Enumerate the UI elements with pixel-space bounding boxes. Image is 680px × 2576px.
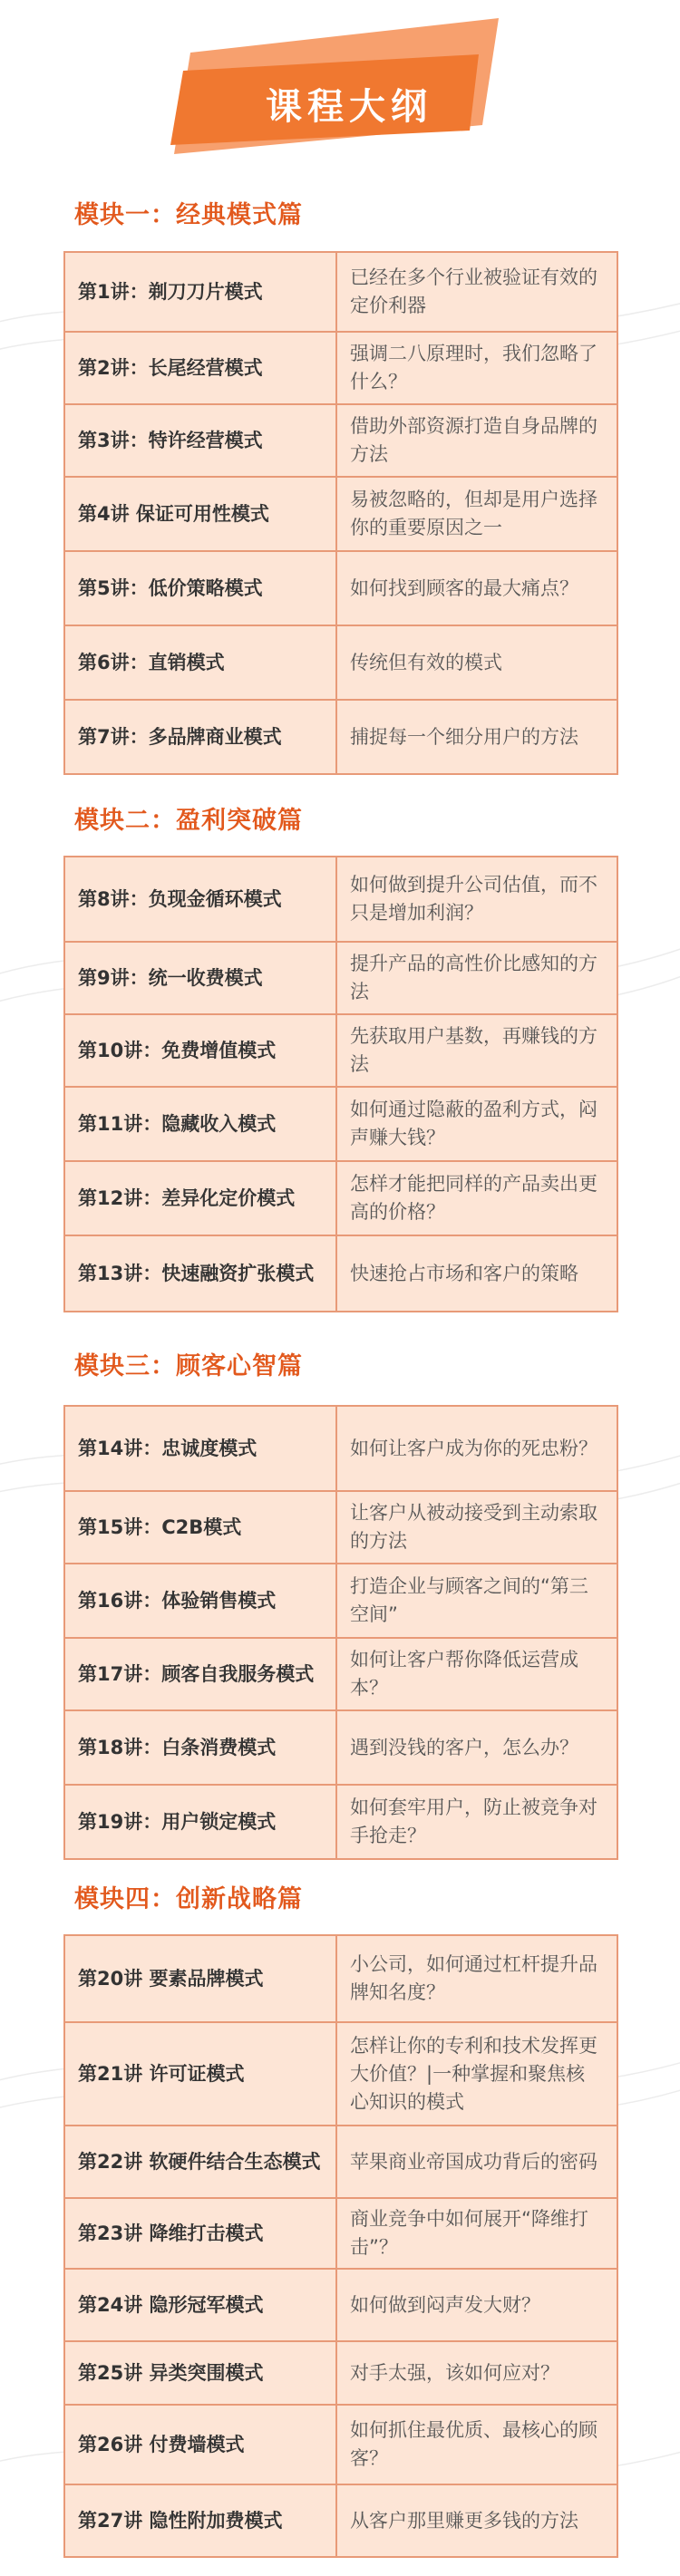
lesson-description: 如何让客户帮你降低运营成本？ xyxy=(336,1638,617,1710)
table-row xyxy=(64,2484,617,2557)
lesson-description: 如何找到顾客的最大痛点？ xyxy=(336,551,617,625)
lesson-title: 第12讲：差异化定价模式 xyxy=(64,1161,336,1235)
lesson-title: 第3讲：特许经营模式 xyxy=(64,404,336,477)
lesson-title: 第9讲：统一收费模式 xyxy=(64,942,336,1014)
table-row xyxy=(64,857,617,942)
table-row xyxy=(64,1406,617,1491)
lesson-description: 如何抓住最优质、最核心的顾客？ xyxy=(336,2405,617,2484)
table-row xyxy=(64,942,617,1014)
lesson-description: 如何套牢用户，防止被竞争对手抢走？ xyxy=(336,1785,617,1859)
lesson-description: 怎样让你的专利和技术发挥更大价值？|一种掌握和聚焦核心知识的模式 xyxy=(336,2022,617,2126)
lesson-title: 第18讲：白条消费模式 xyxy=(64,1710,336,1785)
table-row xyxy=(64,1014,617,1087)
module-title-3: 模块三：顾客心智篇 xyxy=(74,1351,303,1380)
table-row xyxy=(64,2405,617,2484)
table-row xyxy=(64,1564,617,1638)
lesson-title: 第25讲 异类突围模式 xyxy=(64,2341,336,2405)
module-2-table xyxy=(63,856,618,1312)
header-banner xyxy=(163,18,499,172)
lesson-title: 第21讲 许可证模式 xyxy=(64,2022,336,2126)
table-row xyxy=(64,1235,617,1312)
lesson-title: 第14讲：忠诚度模式 xyxy=(64,1406,336,1491)
module-3-table xyxy=(63,1405,618,1860)
lesson-title: 第15讲：C2B模式 xyxy=(64,1491,336,1564)
lesson-description: 如何做到提升公司估值，而不只是增加利润？ xyxy=(336,857,617,942)
module-1-table xyxy=(63,251,618,775)
lesson-title: 第6讲：直销模式 xyxy=(64,625,336,700)
lesson-title: 第26讲 付费墙模式 xyxy=(64,2405,336,2484)
lesson-description: 先获取用户基数，再赚钱的方法 xyxy=(336,1014,617,1087)
lesson-title: 第1讲：剃刀刀片模式 xyxy=(64,252,336,332)
lesson-title: 第23讲 降维打击模式 xyxy=(64,2198,336,2269)
module-4-table xyxy=(63,1934,618,2558)
table-row xyxy=(64,2126,617,2198)
lesson-title: 第22讲 软硬件结合生态模式 xyxy=(64,2126,336,2198)
lesson-description: 遇到没钱的客户，怎么办？ xyxy=(336,1710,617,1785)
table-row xyxy=(64,700,617,774)
lesson-description: 易被忽略的，但却是用户选择你的重要原因之一 xyxy=(336,477,617,551)
lesson-title: 第7讲：多品牌商业模式 xyxy=(64,700,336,774)
table-row xyxy=(64,1491,617,1564)
lesson-description: 捕捉每一个细分用户的方法 xyxy=(336,700,617,774)
lesson-description: 商业竞争中如何展开“降维打击”？ xyxy=(336,2198,617,2269)
lesson-description: 如何通过隐蔽的盈利方式，闷声赚大钱？ xyxy=(336,1087,617,1161)
lesson-title: 第27讲 隐性附加费模式 xyxy=(64,2484,336,2557)
lesson-title: 第24讲 隐形冠军模式 xyxy=(64,2269,336,2341)
lesson-title: 第17讲：顾客自我服务模式 xyxy=(64,1638,336,1710)
module-title-4: 模块四：创新战略篇 xyxy=(74,1884,303,1913)
lesson-description: 传统但有效的模式 xyxy=(336,625,617,700)
module-title-2: 模块二：盈利突破篇 xyxy=(74,806,303,835)
lesson-description: 小公司，如何通过杠杆提升品牌知名度？ xyxy=(336,1935,617,2022)
table-row xyxy=(64,1638,617,1710)
table-row xyxy=(64,2022,617,2126)
lesson-title: 第16讲：体验销售模式 xyxy=(64,1564,336,1638)
lesson-title: 第8讲：负现金循环模式 xyxy=(64,857,336,942)
table-row xyxy=(64,551,617,625)
lesson-title: 第11讲：隐藏收入模式 xyxy=(64,1087,336,1161)
lesson-description: 强调二八原理时，我们忽略了什么？ xyxy=(336,332,617,404)
lesson-description: 如何做到闷声发大财？ xyxy=(336,2269,617,2341)
lesson-description: 提升产品的高性价比感知的方法 xyxy=(336,942,617,1014)
lesson-description: 苹果商业帝国成功背后的密码 xyxy=(336,2126,617,2198)
table-row xyxy=(64,332,617,404)
lesson-description: 已经在多个行业被验证有效的定价利器 xyxy=(336,252,617,332)
table-row xyxy=(64,1785,617,1859)
lesson-title: 第13讲：快速融资扩张模式 xyxy=(64,1235,336,1312)
lesson-description: 怎样才能把同样的产品卖出更高的价格？ xyxy=(336,1161,617,1235)
lesson-description: 如何让客户成为你的死忠粉？ xyxy=(336,1406,617,1491)
table-row xyxy=(64,1087,617,1161)
module-title-1: 模块一：经典模式篇 xyxy=(74,200,303,229)
table-row xyxy=(64,252,617,332)
table-row xyxy=(64,625,617,700)
banner-title: 课程大纲 xyxy=(266,85,432,128)
table-row xyxy=(64,2341,617,2405)
lesson-title: 第19讲：用户锁定模式 xyxy=(64,1785,336,1859)
lesson-title: 第2讲：长尾经营模式 xyxy=(64,332,336,404)
table-row xyxy=(64,1935,617,2022)
lesson-title: 第4讲 保证可用性模式 xyxy=(64,477,336,551)
lesson-description: 从客户那里赚更多钱的方法 xyxy=(336,2484,617,2557)
table-row xyxy=(64,404,617,477)
table-row xyxy=(64,2269,617,2341)
lesson-description: 借助外部资源打造自身品牌的方法 xyxy=(336,404,617,477)
lesson-description: 打造企业与顾客之间的“第三空间” xyxy=(336,1564,617,1638)
lesson-description: 对手太强，该如何应对？ xyxy=(336,2341,617,2405)
lesson-title: 第20讲 要素品牌模式 xyxy=(64,1935,336,2022)
lesson-description: 快速抢占市场和客户的策略 xyxy=(336,1235,617,1312)
lesson-title: 第10讲：免费增值模式 xyxy=(64,1014,336,1087)
lesson-title: 第5讲：低价策略模式 xyxy=(64,551,336,625)
table-row xyxy=(64,1710,617,1785)
table-row xyxy=(64,477,617,551)
table-row xyxy=(64,1161,617,1235)
lesson-description: 让客户从被动接受到主动索取的方法 xyxy=(336,1491,617,1564)
table-row xyxy=(64,2198,617,2269)
